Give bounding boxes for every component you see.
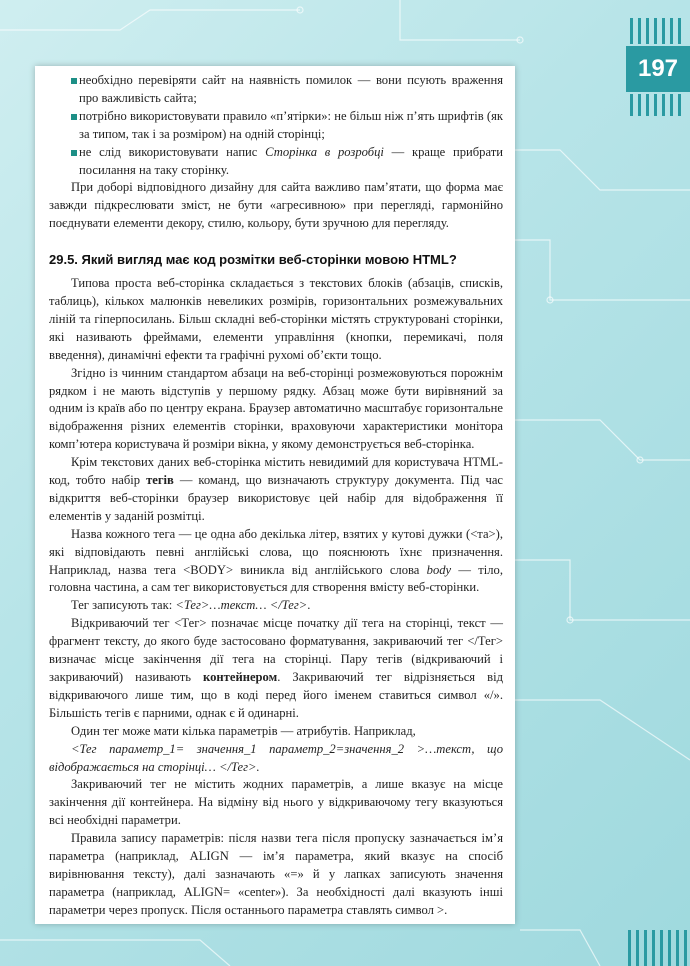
paragraph: Тег записують так: <Тег>…текст… </Тег>. [71, 598, 311, 613]
bullet-icon [71, 150, 77, 156]
paragraph: Крім текстових даних веб-сторінка містить невидимий для користувача HTML-код, тобто набір тегів — команд, що визначають структуру документа. Під час відкриття веб-сторінки браузер використовує цей набір для відображення її елементів у заданій розмітці. [49, 455, 503, 523]
page-number: 197 [626, 46, 690, 92]
bullet-list [49, 72, 503, 179]
paragraph-design: При доборі відповідного дизайну для сайта важливо пам’ятати, що форма має завжди підкреслювати зміст, не бути «агресивною» при перегляді, гармонійно поєднувати елементи декору, стилю, кольору, бути зручною для перегляду. [49, 180, 503, 231]
page-content [49, 72, 503, 920]
bullet-icon [71, 114, 77, 120]
list-item: не слід використовувати напис Сторінка в розробці — краще прибрати посилання на таку сторінку. [49, 144, 503, 180]
bullet-icon [71, 78, 77, 84]
tag-example: <Тег параметр_1= значення_1 параметр_2=значення_2 >…текст, що відображається на сторінці… </Тег>. [49, 741, 503, 774]
section-heading: 29.5. Який вигляд має код розмітки веб-сторінки мовою HTML? [49, 252, 457, 268]
paragraph: Відкриваючий тег <Тег> позначає місце початку дії тега на сторінці, текст — фрагмент тексту, до якого буде застосовано форматування, закриваючий тег </Тег> визначає місце закінчення дії тега на сторінці. Пару тегів (відкриваючий і закриваючий) називають контейнером. Закриваючий тег відрізняється від відкриваючого лише тим, що в коді перед його іменем ставиться символ «/». Більшість тегів є парними, однак є й одинарні. [49, 616, 503, 720]
list-item: необхідно перевіряти сайт на наявність помилок — вони псують враження про важливість сайта; [49, 72, 503, 108]
paragraph: Типова проста веб-сторінка складається з текстових блоків (абзаців, списків, таблиць), кількох малюнків невеликих розмірів, горизонтальних розмежувальних ліній та гіперпосилань. Більш складні веб-сторінки містять структуровані сторінки, які називають фреймами, елементи управління (кнопки, перемикачі, поля введення), динамічні ефекти та графічні рухомі об’єкти тощо. [49, 276, 503, 362]
list-item: потрібно використовувати правило «п’ятірки»: не більш ніж п’ять шрифтів (як за типом, так і за розміром) на одній сторінці; [49, 108, 503, 144]
paragraph: Закриваючий тег не містить жодних параметрів, а лише вказує на місце закінчення дії контейнера. На відміну від нього у відкриваючому тегу вказуються всі необхідні параметри. [49, 777, 503, 828]
paragraph: Правила запису параметрів: після назви тега після пропуску зазначається ім’я параметра (наприклад, ALIGN — ім’я параметра, який вказує на спосіб вирівнювання тексту), далі зазначають «=» й у лапках записують значення параметра (наприклад, ALIGN= «center»). За необхідності далі вказують інші параметри через пропуск. Після останнього параметра ставлять символ >. [49, 831, 503, 917]
paragraph: Згідно із чинним стандартом абзаци на веб-сторінці розмежовуються порожнім рядком і не мають відступів у першому рядку. Абзац може бути вирівняний за одним із країв або по центру екрана. Браузер автоматично масштабує горизонтальне відображення різних елементів сторінки, враховуючи характеристики монітора комп’ютера користувача й розміри вікна, у якому демонструється веб-сторінка. [49, 365, 503, 452]
paragraph: Один тег може мати кілька параметрів — атрибутів. Наприклад, [71, 723, 416, 738]
paragraph: Назва кожного тега — це одна або декілька літер, взятих у кутові дужки (<та>), які відповідають певні англійські слова, що пояснюють їхнє призначення. Наприклад, назва тега <BODY> виникла від англійського слова body — тіло, головна частина, а сам тег використовується для створення вмісту веб-сторінки. [49, 526, 503, 595]
